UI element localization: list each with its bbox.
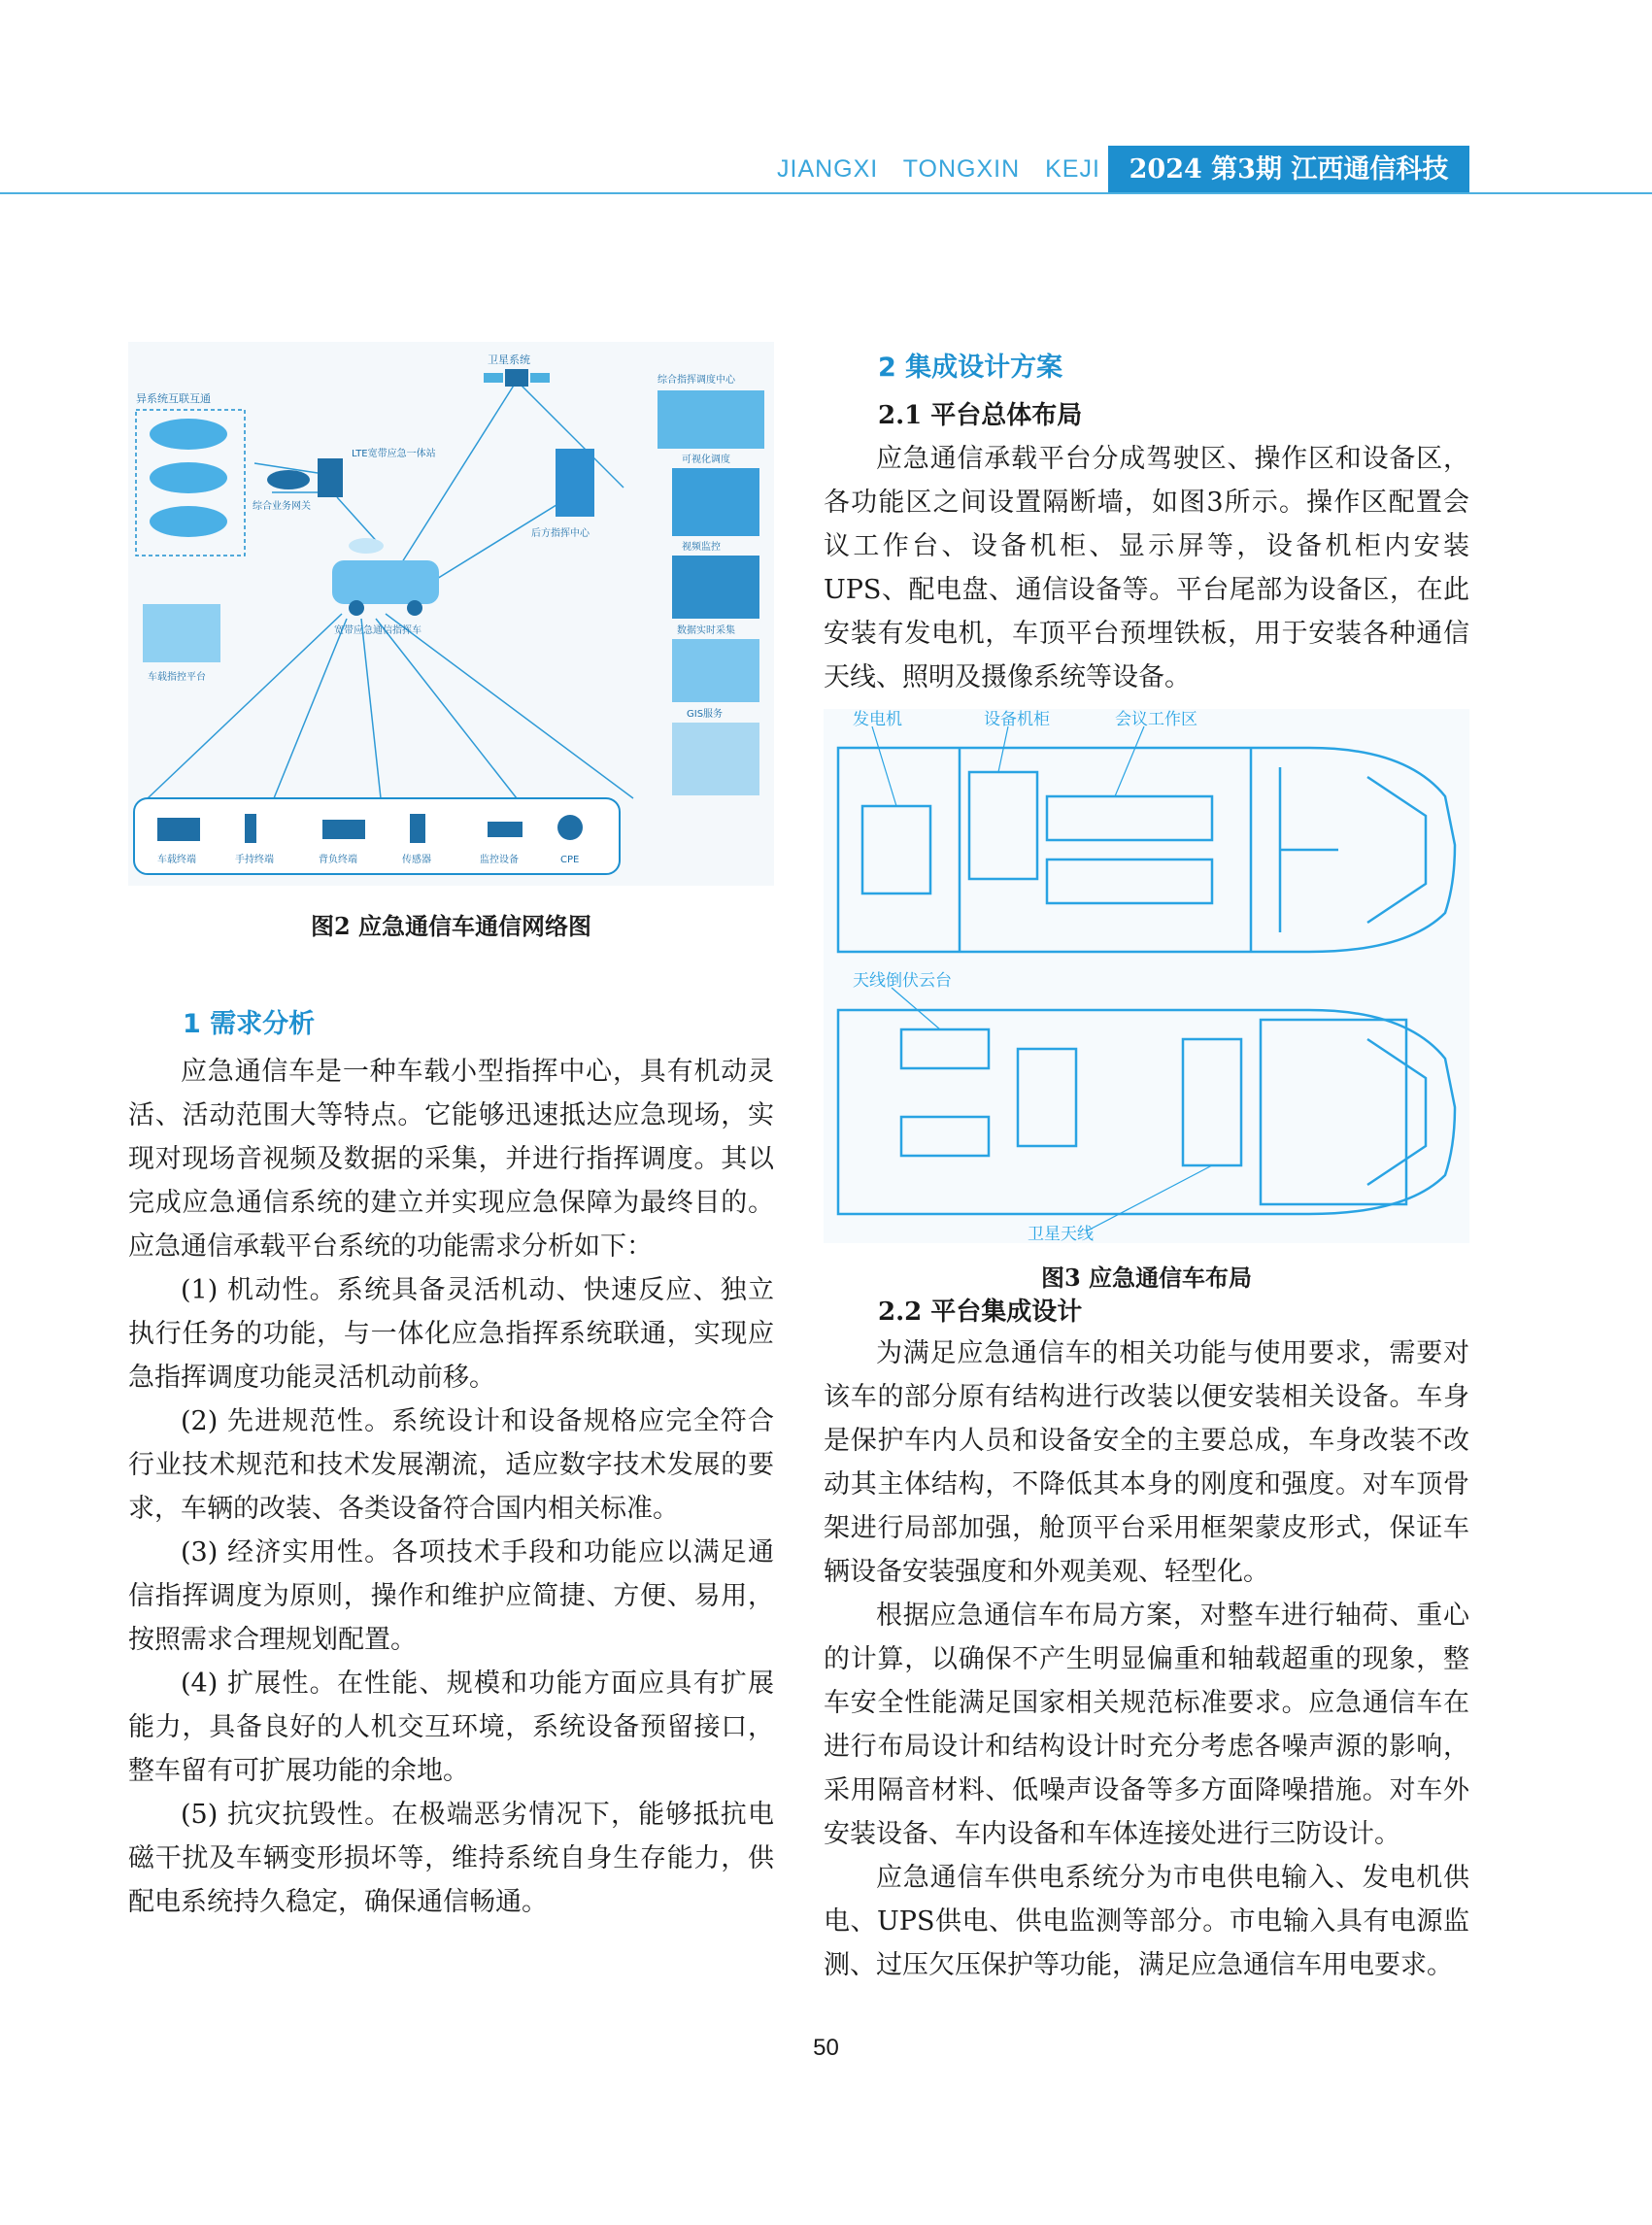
paragraph: (5) 抗灾抗毁性。在极端恶劣情况下，能够抵抗电磁干扰及车辆变形损坏等，维持系统自身生存能力，供配电系统持久稳定，确保通信畅通。	[128, 1800, 774, 1917]
gateway-router-icon	[267, 470, 310, 489]
terminal-label: CPE	[560, 855, 580, 865]
label-conference: 会议工作区	[1115, 710, 1197, 729]
figure2-caption: 图2 应急通信车通信网络图	[310, 912, 592, 940]
cpe-icon	[557, 815, 583, 840]
terminal-label: 监控设备	[480, 855, 519, 865]
label-vehicle: 宽带应急通信指挥车	[334, 625, 421, 636]
label-sat-antenna: 卫星天线	[1028, 1225, 1094, 1243]
label-video-monitor: 视频监控	[682, 542, 721, 553]
label-cabinet: 设备机柜	[984, 710, 1050, 729]
label-satellite: 卫星系统	[488, 354, 530, 366]
terminal-label: 传感器	[402, 855, 431, 865]
paragraph: 应急通信车供电系统分为市电供电输入、发电机供电、UPS供电、供电监测等部分。市电输入具有电源监测、过压欠压保护等功能，满足应急通信车用电要求。	[824, 1863, 1469, 1980]
label-antenna-mount: 天线倒伏云台	[853, 971, 952, 991]
command-center-photo	[657, 390, 764, 449]
vehicle-platform-photo	[143, 604, 220, 662]
label-vehicle-platform: 车载指控平台	[148, 672, 206, 683]
label-visual-dispatch: 可视化调度	[682, 455, 730, 465]
paragraph: 根据应急通信车布局方案，对整车进行轴荷、重心的计算，以确保不产生明显偏重和轴载超重的现象，整车安全性能满足国家相关规范标准要求。应急通信车在进行布局设计和结构设计时充分考虑各噪声源的影响，采用隔音材料、低噪声设备等多方面降噪措施。对车外安装设备、车内设备和车体连接处进行三防设计。	[824, 1601, 1469, 1849]
sensor-icon	[410, 814, 425, 843]
backpack-terminal-icon	[322, 820, 365, 839]
visual-dispatch-photo	[672, 468, 759, 536]
paragraph: 应急通信车是一种车载小型指挥中心，具有机动灵活、活动范围大等特点。它能够迅速抵达应急现场，实现对现场音视频及数据的采集，并进行指挥调度。其以完成应急通信系统的建立并实现应急保障为最终目的。应急通信承载平台系统的功能需求分析如下：	[128, 1057, 774, 1262]
building-icon	[556, 449, 594, 517]
label-command-center: 综合指挥调度中心	[657, 375, 735, 386]
camera-icon	[488, 822, 523, 837]
terminal-label: 车载终端	[157, 855, 196, 865]
label-generator: 发电机	[853, 710, 902, 729]
subsection-2-1-title: 2.1 平台总体布局	[878, 401, 1083, 430]
gis-photo	[672, 723, 759, 795]
vehicle-terminal-icon	[157, 818, 200, 841]
section2-title: 2 集成设计方案	[878, 353, 1063, 383]
lte-station-icon	[318, 458, 343, 497]
header-rule	[0, 192, 1652, 194]
section1	[128, 1002, 774, 1924]
figure2-network-diagram	[128, 342, 774, 886]
data-collect-photo	[672, 639, 759, 702]
subsection-2-2	[824, 1292, 1469, 1987]
section2	[824, 346, 1469, 699]
page-number: 50	[813, 2035, 839, 2061]
paragraph: (1) 机动性。系统具备灵活机动、快速反应、独立执行任务的功能，与一体化应急指挥系统联通，实现应急指挥调度功能灵活机动前移。	[128, 1275, 774, 1393]
label-lte: LTE宽带应急一体站	[352, 449, 436, 459]
cloud-icons	[150, 419, 227, 537]
label-data-collect: 数据实时采集	[677, 625, 735, 636]
paragraph: (4) 扩展性。在性能、规模和功能方面应具有扩展能力，具备良好的人机交互环境，系统设备预留接口，整车留有可扩展功能的余地。	[128, 1669, 774, 1786]
terminals-group	[134, 798, 620, 874]
terminal-label: 背负终端	[319, 855, 357, 865]
subsection-2-2-title: 2.2 平台集成设计	[878, 1298, 1083, 1327]
section1-title: 1 需求分析	[183, 1009, 316, 1039]
label-interop: 异系统互联互通	[136, 392, 211, 405]
network-diagram-svg	[128, 342, 774, 886]
label-rear-center: 后方指挥中心	[531, 528, 590, 539]
paragraph: 为满足应急通信车的相关功能与使用要求，需要对该车的部分原有结构进行改装以便安装相关设备。车身是保护车内人员和设备安全的主要总成，车身改装不改动其主体结构，不降低其本身的刚度和强度。对车顶骨架进行局部加强，舱顶平台采用框架蒙皮形式，保证车辆设备安装强度和外观美观、轻型化。	[824, 1338, 1469, 1587]
journal-name-en: JIANGXI TONGXIN KEJI	[777, 155, 1100, 183]
figure3-vehicle-layout	[824, 709, 1469, 1243]
paragraph: (2) 先进规范性。系统设计和设备规格应完全符合行业技术规范和技术发展潮流，适应数字技术发展的要求，车辆的改装、各类设备符合国内相关标准。	[128, 1406, 774, 1524]
handheld-terminal-icon	[245, 814, 256, 843]
terminal-label: 手持终端	[235, 855, 274, 865]
issue-label-box: 2024 第3期 江西通信科技	[1108, 146, 1469, 194]
video-monitor-photo	[672, 556, 759, 619]
label-gateway: 综合业务网关	[253, 501, 311, 512]
vehicle-layout-svg	[824, 709, 1469, 1243]
paragraph: 应急通信承载平台分成驾驶区、操作区和设备区，各功能区之间设置隔断墙，如图3所示。操作区配置会议工作台、设备机柜、显示屏等，设备机柜内安装UPS、配电盘、通信设备等。平台尾部为设备区，在此安装有发电机，车顶平台预埋铁板，用于安装各种通信天线、照明及摄像系统等设备。	[824, 444, 1469, 692]
figure3-caption: 图3 应急通信车布局	[1040, 1264, 1253, 1292]
paragraph: (3) 经济实用性。各项技术手段和功能应以满足通信指挥调度为原则，操作和维护应简捷、方便、易用，按照需求合理规划配置。	[128, 1537, 774, 1655]
label-gis: GIS服务	[687, 709, 724, 720]
